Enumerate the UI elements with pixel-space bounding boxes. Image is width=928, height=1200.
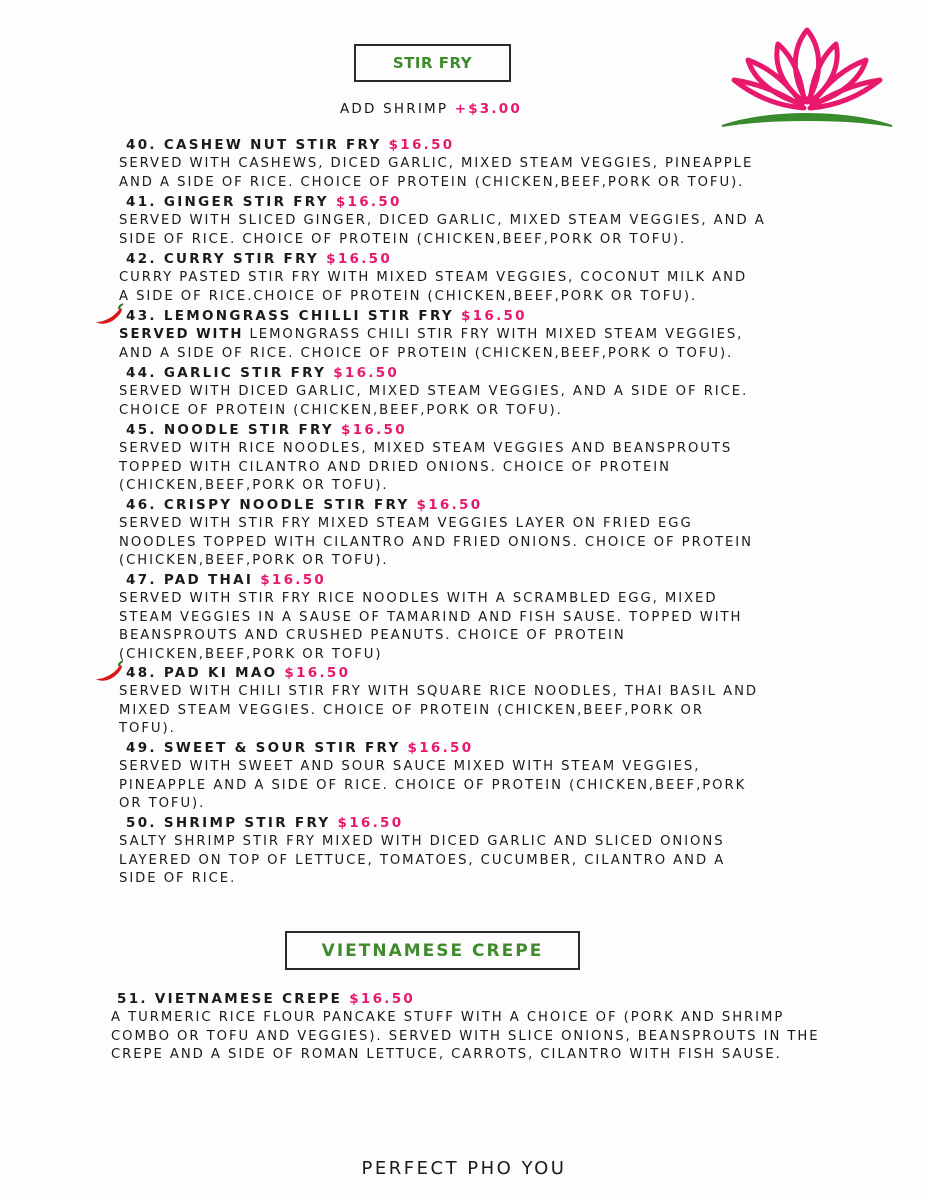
item-description: SIDE OF RICE. (119, 871, 237, 887)
item-description: SERVED WITH CHILI STIR FRY WITH SQUARE RICE NOODLES, THAI BASIL AND (119, 683, 759, 699)
item-title: 42. CURRY STIR FRY (126, 251, 320, 267)
item-price: $16.50 (335, 194, 402, 210)
item-description: (CHICKEN,BEEF,PORK OR TOFU). (119, 553, 389, 569)
item-description: A SIDE OF RICE.CHOICE OF PROTEIN (CHICKEN,BEEF,PORK OR TOFU). (119, 288, 698, 304)
item-price: $16.50 (337, 815, 404, 831)
item-description: SERVED WITH STIR FRY RICE NOODLES WITH A SCRAMBLED EGG, MIXED (119, 590, 718, 606)
item-description: SERVED WITH SLICED GINGER, DICED GARLIC, MIXED STEAM VEGGIES, AND A (119, 212, 766, 228)
menu-item (119, 364, 769, 420)
menu-item (119, 814, 769, 889)
chili-pepper-icon (95, 660, 125, 684)
item-description: BEANSPROUTS AND CRUSHED PEANUTS. CHOICE OF PROTEIN (119, 628, 626, 644)
item-price: $16.50 (260, 572, 327, 588)
item-description: CURRY PASTED STIR FRY WITH MIXED STEAM VEGGIES, COCONUT MILK AND (119, 269, 748, 285)
item-title: 49. SWEET & SOUR STIR FRY (126, 740, 401, 756)
menu-item (119, 136, 769, 192)
menu-item (111, 990, 831, 1065)
item-description: SIDE OF RICE. CHOICE OF PROTEIN (CHICKEN,BEEF,PORK OR TOFU). (119, 231, 687, 247)
item-description: SALTY SHRIMP STIR FRY MIXED WITH DICED GARLIC AND SLICED ONIONS (119, 833, 725, 849)
item-price: $16.50 (326, 251, 393, 267)
item-title: 44. GARLIC STIR FRY (126, 365, 327, 381)
item-price: $16.50 (388, 137, 455, 153)
item-description: SERVED WITH SWEET AND SOUR SAUCE MIXED WITH STEAM VEGGIES, (119, 758, 701, 774)
item-description: (CHICKEN,BEEF,PORK OR TOFU). (119, 478, 389, 494)
add-shrimp-note (340, 101, 522, 117)
footer-brand: PERFECT PHO YOU (361, 1158, 567, 1179)
menu-item (119, 664, 769, 739)
item-description: CHOICE OF PROTEIN (CHICKEN,BEEF,PORK OR TOFU). (119, 402, 563, 418)
item-price: $16.50 (460, 308, 527, 324)
item-description: TOFU). (119, 721, 176, 737)
item-price: $16.50 (284, 665, 351, 681)
item-price: $16.50 (333, 365, 400, 381)
item-description: A TURMERIC RICE FLOUR PANCAKE STUFF WITH A CHOICE OF (PORK AND SHRIMP (111, 1009, 785, 1025)
item-price: $16.50 (349, 991, 416, 1007)
item-description: OR TOFU). (119, 796, 206, 812)
item-description: SERVED WITH DICED GARLIC, MIXED STEAM VEGGIES, AND A SIDE OF RICE. (119, 383, 749, 399)
item-price: $16.50 (416, 497, 483, 513)
item-description: (CHICKEN,BEEF,PORK OR TOFU) (119, 646, 383, 662)
item-title: 46. CRISPY NOODLE STIR FRY (126, 497, 410, 513)
item-description: COMBO OR TOFU AND VEGGIES). SERVED WITH SLICE ONIONS, BEANSPROUTS IN THE (111, 1028, 820, 1044)
item-title: 50. SHRIMP STIR FRY (126, 815, 331, 831)
add-shrimp-price: +$3.00 (454, 101, 522, 117)
menu-item (119, 739, 769, 814)
item-title: 47. PAD THAI (126, 572, 254, 588)
menu-item (119, 307, 769, 363)
item-title: 45. NOODLE STIR FRY (126, 422, 335, 438)
item-price: $16.50 (341, 422, 407, 438)
item-description: STEAM VEGGIES IN A SAUSE OF TAMARIND AND FISH SAUSE. TOPPED WITH (119, 609, 743, 625)
item-description: TOPPED WITH CILANTRO AND DRIED ONIONS. CHOICE OF PROTEIN (119, 459, 671, 475)
menu-item (119, 571, 769, 665)
item-description: LAYERED ON TOP OF LETTUCE, TOMATOES, CUCUMBER, CILANTRO AND A (119, 852, 726, 868)
add-shrimp-label: ADD SHRIMP (340, 101, 449, 117)
vietnamese-crepe-heading: VIETNAMESE CREPE (285, 931, 580, 970)
item-description: SERVED WITH CASHEWS, DICED GARLIC, MIXED STEAM VEGGIES, PINEAPPLE (119, 155, 754, 171)
menu-item (119, 496, 769, 571)
menu-item (119, 193, 769, 249)
lotus-logo-icon (718, 22, 896, 132)
item-description (119, 326, 769, 345)
item-description: SERVED WITH STIR FRY MIXED STEAM VEGGIES LAYER ON FRIED EGG (119, 515, 693, 531)
item-description: AND A SIDE OF RICE. CHOICE OF PROTEIN (CHICKEN,BEEF,PORK O TOFU). (119, 345, 734, 361)
menu-item (119, 250, 769, 306)
item-title: 43. LEMONGRASS CHILLI STIR FRY (126, 308, 454, 324)
stir-fry-heading: STIR FRY (354, 44, 511, 82)
item-description-lead: SERVED WITH (119, 326, 244, 342)
item-title: 40. CASHEW NUT STIR FRY (126, 137, 382, 153)
item-description: PINEAPPLE AND A SIDE OF RICE. CHOICE OF PROTEIN (CHICKEN,BEEF,PORK (119, 777, 747, 793)
item-description: MIXED STEAM VEGGIES. CHOICE OF PROTEIN (CHICKEN,BEEF,PORK OR (119, 702, 704, 718)
menu-item (119, 421, 769, 496)
chili-pepper-icon (95, 303, 125, 327)
item-title: 48. PAD KI MAO (126, 665, 278, 681)
item-description: CREPE AND A SIDE OF ROMAN LETTUCE, CARROTS, CILANTRO WITH FISH SAUSE. (111, 1047, 782, 1063)
item-description-text: LEMONGRASS CHILI STIR FRY WITH MIXED STEAM VEGGIES, (243, 326, 744, 342)
item-description: AND A SIDE OF RICE. CHOICE OF PROTEIN (CHICKEN,BEEF,PORK OR TOFU). (119, 174, 745, 190)
item-title: 51. VIETNAMESE CREPE (117, 991, 343, 1007)
item-title: 41. GINGER STIR FRY (126, 194, 329, 210)
item-price: $16.50 (407, 740, 474, 756)
item-description: SERVED WITH RICE NOODLES, MIXED STEAM VEGGIES AND BEANSPROUTS (119, 440, 733, 456)
item-description: NOODLES TOPPED WITH CILANTRO AND FRIED ONIONS. CHOICE OF PROTEIN (119, 534, 753, 550)
